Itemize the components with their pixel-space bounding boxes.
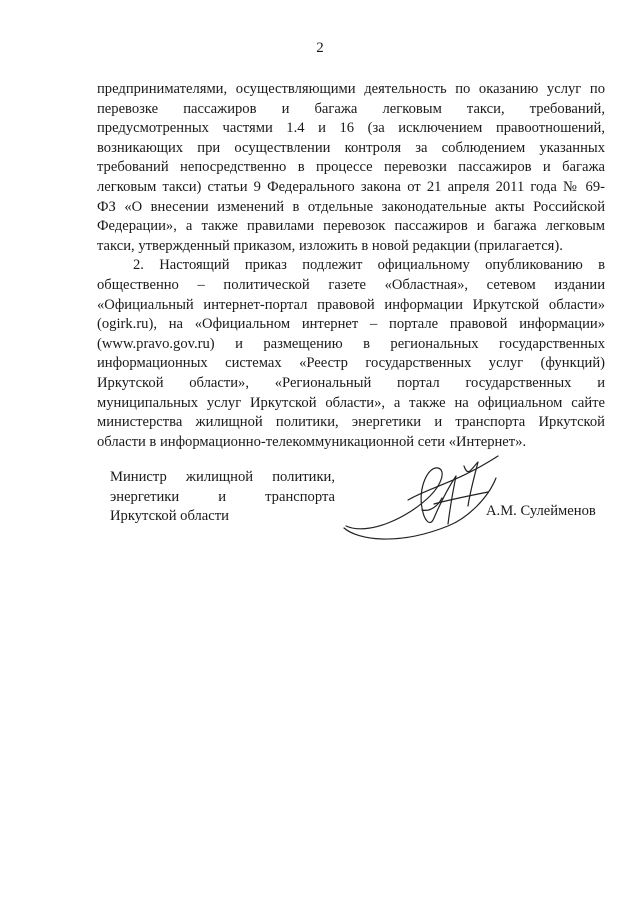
text-line: министерства жилищной политики, энергетики и транспорта Иркутской bbox=[97, 414, 605, 431]
signatory-title bbox=[110, 468, 335, 527]
text-line: требований непосредственно в процессе перевозки пассажиров и багажа bbox=[97, 159, 605, 176]
handwritten-signature bbox=[338, 448, 518, 548]
text-line: (www.pravo.gov.ru) и размещению в региональных государственных bbox=[97, 335, 605, 352]
signatory-name: А.М. Сулейменов bbox=[486, 503, 596, 519]
paragraph-2 bbox=[97, 256, 605, 452]
document-body bbox=[97, 80, 605, 452]
page-number: 2 bbox=[316, 40, 324, 56]
text-line: перевозке пассажиров и багажа легковым такси, требований, bbox=[97, 100, 605, 117]
text-line: (ogirk.ru), на «Официальном интернет – портале правовой информации» bbox=[97, 316, 605, 333]
text-line: Федерации», а также правилами перевозок пассажиров и багажа легковым bbox=[97, 218, 605, 235]
text-line: предпринимателями, осуществляющими деятельность по оказанию услуг по bbox=[97, 81, 605, 97]
text-line: 2. Настоящий приказ подлежит официальному опубликованию в bbox=[133, 257, 605, 274]
text-line: области в информационно-телекоммуникационной сети «Интернет». bbox=[97, 433, 527, 450]
text-line: общественно – политической газете «Областная», сетевом издании bbox=[97, 276, 605, 293]
text-line: информационных системах «Реестр государственных услуг (функций) bbox=[97, 355, 605, 372]
text-line: предусмотренных частями 1.4 и 16 (за исключением правоотношений, bbox=[97, 120, 605, 137]
text-line: ФЗ «О внесении изменений в отдельные законодательные акты Российской bbox=[97, 198, 605, 215]
text-line: «Официальный интернет-портал правовой информации Иркутской области» bbox=[97, 296, 605, 313]
text-line: Иркутской области», «Региональный портал государственных и bbox=[97, 374, 605, 391]
paragraph-1 bbox=[97, 80, 605, 256]
signatory-title-line: Министр жилищной политики, bbox=[110, 469, 335, 485]
text-line: муниципальных услуг Иркутской области», а также на официальном сайте bbox=[97, 394, 605, 411]
text-line: такси, утвержденный приказом, изложить в новой редакции (прилагается). bbox=[97, 237, 563, 254]
text-line: возникающих при осуществлении контроля за соблюдением указанных bbox=[97, 139, 605, 156]
text-line: легковым такси) статьи 9 Федерального закона от 21 апреля 2011 года № 69- bbox=[97, 178, 605, 195]
signatory-title-line: Иркутской области bbox=[110, 508, 229, 525]
signatory-title-line: энергетики и транспорта bbox=[110, 488, 335, 505]
